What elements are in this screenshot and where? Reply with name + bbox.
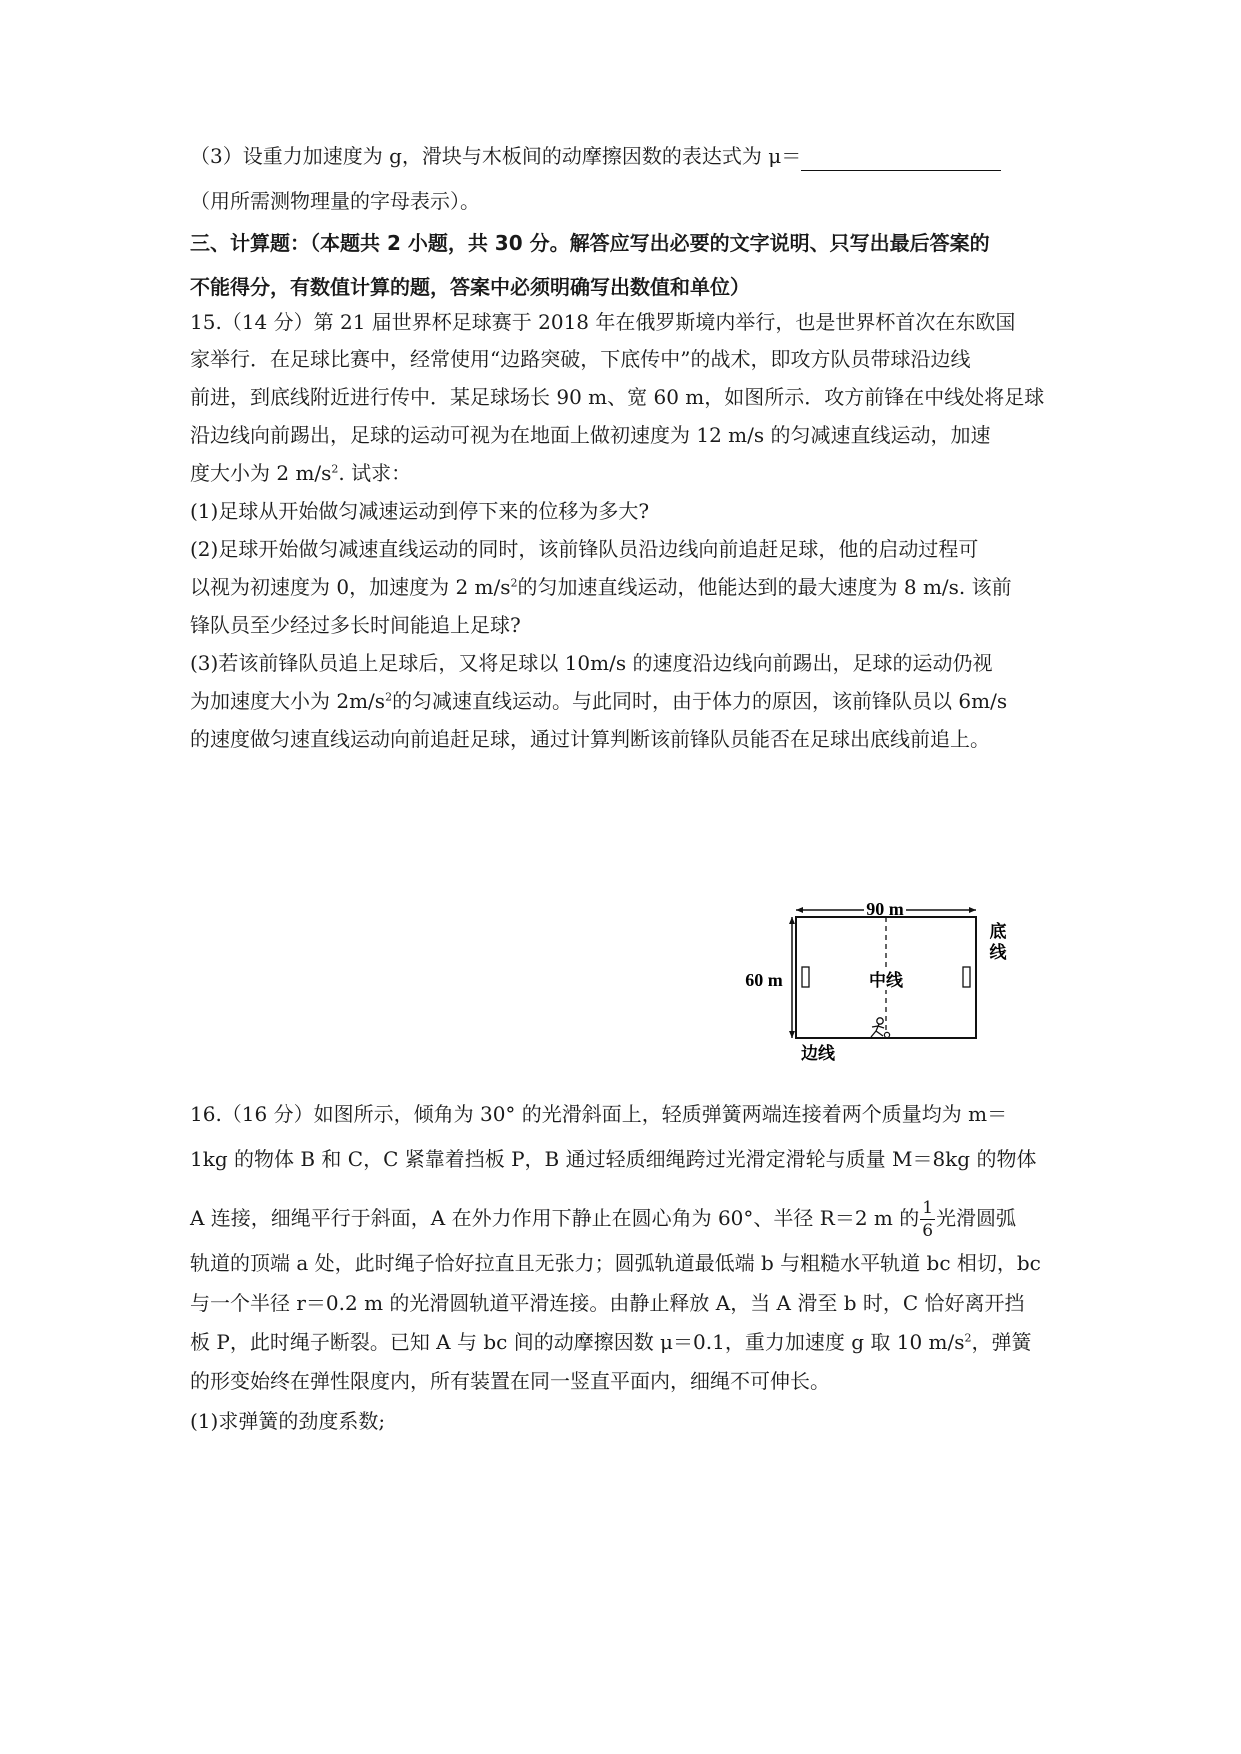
endline-label-char1: 底: [989, 922, 1007, 942]
q15-sub2-line2: [190, 572, 1012, 602]
q16-line-3: [190, 1197, 1016, 1242]
q16-sub1: (1)求弹簧的劲度系数;: [190, 1409, 386, 1433]
q16-line-4: 轨道的顶端 a 处，此时绳子恰好拉直且无张力；圆弧轨道最低端 b 与粗糙水平轨道 bc 相切，bc: [190, 1251, 1041, 1275]
arrow-down-icon: [789, 1031, 795, 1038]
q16-line-6: [190, 1327, 1032, 1357]
q15-sub3-text-a: 为加速度大小为 2m/s: [190, 689, 386, 713]
q16-line3-text-a: A 连接，细绳平行于斜面，A 在外力作用下静止在圆心角为 60°、半径 R＝2 m 的: [190, 1206, 920, 1230]
q15-line-2: 家举行．在足球比赛中，经常使用“边路突破，下底传中”的战术，即攻方队员带球沿边线: [190, 347, 971, 371]
superscript: 2: [385, 690, 393, 704]
left-goal: [802, 967, 809, 987]
section3-heading-line2: 不能得分，有数值计算的题，答案中必须明确写出数值和单位）: [190, 275, 750, 299]
player-icon: [871, 1018, 890, 1038]
q16-line6-text-b: ，弹簧: [971, 1330, 1032, 1354]
q15-sub3-text-b: 的匀减速直线运动。与此同时，由于体力的原因，该前锋队员以 6m/s: [392, 689, 1008, 713]
right-goal: [963, 967, 970, 987]
q15-sub3-line1: (3)若该前锋队员追上足球后，又将足球以 10m/s 的速度沿边线向前踢出，足球的运动仍视: [190, 651, 993, 675]
fraction-one-sixth: [920, 1197, 935, 1242]
q14-part3-note: （用所需测物理量的字母表示）。: [190, 189, 480, 213]
fraction-denominator: 6: [922, 1221, 934, 1241]
q15-sub2-text-b: 的匀加速直线运动，他能达到的最大速度为 8 m/s. 该前: [517, 575, 1012, 599]
q16-line-2: 1kg 的物体 B 和 C，C 紧靠着挡板 P，B 通过轻质细绳跨过光滑定滑轮与质量 M＝8kg 的物体: [190, 1147, 1037, 1171]
q15-sub2-line3: 锋队员至少经过多长时间能追上足球?: [190, 613, 521, 637]
sideline-label: 边线: [801, 1044, 835, 1064]
length-label: 90 m: [866, 899, 904, 919]
arrow-left-icon: [796, 907, 803, 913]
q16-line-5: 与一个半径 r＝0.2 m 的光滑圆轨道平滑连接。由静止释放 A，当 A 滑至 b 时，C 恰好离开挡: [190, 1291, 1025, 1315]
q16-line3-text-b: 光滑圆弧: [936, 1206, 1017, 1230]
q15-line-4: 沿边线向前踢出，足球的运动可视为在地面上做初速度为 12 m/s 的匀减速直线运动，加速: [190, 423, 991, 447]
q15-sub3-line3: 的速度做匀速直线运动向前追赶足球，通过计算判断该前锋队员能否在足球出底线前追上。: [190, 727, 990, 751]
q16-line-7: 的形变始终在弹性限度内，所有装置在同一竖直平面内，细绳不可伸长。: [190, 1369, 830, 1393]
q16-line6-text-a: 板 P，此时绳子断裂。已知 A 与 bc 间的动摩擦因数 μ＝0.1，重力加速度 g 取 10 m/s: [190, 1330, 965, 1354]
fraction-numerator: 1: [922, 1198, 934, 1218]
q15-line-5: [190, 458, 411, 488]
superscript: 2: [964, 1331, 972, 1345]
q15-sub2-text-a: 以视为初速度为 0，加速度为 2 m/s: [190, 575, 511, 599]
q15-sub1: (1)足球从开始做匀减速运动到停下来的位移为多大?: [190, 499, 650, 523]
arrow-up-icon: [789, 917, 795, 924]
q15-accel-text: 度大小为 2 m/s: [190, 461, 332, 485]
q14-part3-text: （3）设重力加速度为 g，滑块与木板间的动摩擦因数的表达式为 μ＝: [190, 144, 802, 168]
width-label: 60 m: [745, 970, 783, 990]
q15-accel-text-end: . 试求：: [338, 461, 412, 485]
q16-line-1: 16.（16 分）如图所示，倾角为 30° 的光滑斜面上，轻质弹簧两端连接着两个质量均为 m＝: [190, 1102, 1008, 1126]
soccer-field-diagram: [740, 890, 1020, 1070]
section3-heading-line1: 三、计算题：（本题共 2 小题，共 30 分。解答应写出必要的文字说明、只写出最后答案的: [190, 231, 990, 255]
q15-sub3-line2: [190, 686, 1007, 716]
answer-blank[interactable]: [801, 148, 1001, 171]
endline-label-char2: 线: [989, 943, 1007, 963]
midline-label: 中线: [869, 971, 903, 991]
superscript: 2: [510, 576, 518, 590]
ball-icon: [884, 1032, 889, 1037]
q15-line-1: 15.（14 分）第 21 届世界杯足球赛于 2018 年在俄罗斯境内举行，也是世界杯首次在东欧国: [190, 310, 1016, 334]
q14-part3-line: [190, 141, 1001, 171]
q15-line-3: 前进，到底线附近进行传中．某足球场长 90 m、宽 60 m，如图所示．攻方前锋在中线处将足球: [190, 385, 1045, 409]
superscript: 2: [331, 462, 339, 476]
q15-sub2-line1: (2)足球开始做匀减速直线运动的同时，该前锋队员沿边线向前追赶足球，他的启动过程可: [190, 537, 979, 561]
arrow-right-icon: [969, 907, 976, 913]
